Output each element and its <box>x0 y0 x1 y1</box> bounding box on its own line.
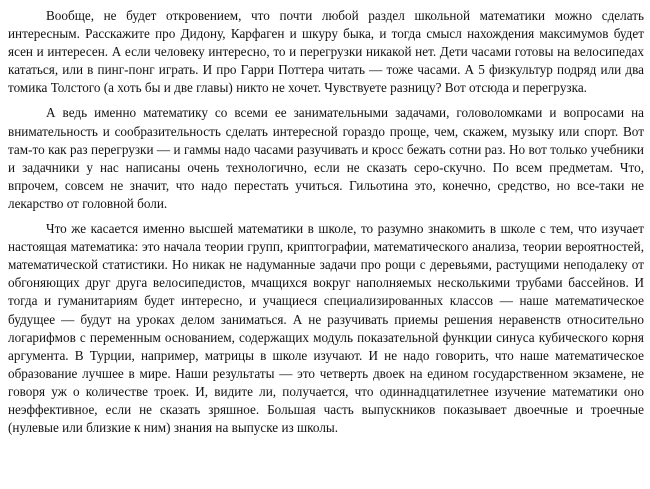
paragraph-2: А ведь именно математику со всеми ее занимательными задачами, головоломками и вопросами на внимательность и сообразительность сделать интересной гораздо проще, чем, скажем, музыку или спорт. Вот там-то как раз перегрузки — и гаммы надо часами разучивать и кросс бежать сотни раз. Но вот только учебники и задачники у нас написаны очень технологично, если не сказать серо-скучно. По всем предметам. Что, впрочем, совсем не значит, что надо перестать учиться. Гильотина это, конечно, средство, но все-таки не лекарство от головной боли. <box>8 105 644 211</box>
paragraph-1: Вообще, не будет откровением, что почти любой раздел школьной математики можно сделать интересным. Расскажите про Дидону, Карфаген и шкуру быка, и тогда смысл нахождения максимумов будет ясен и интересен. А если человеку интересно, то и перегрузки никакой нет. Дети часами готовы на велосипедах кататься, или в пинг-понг играть. И про Гарри Поттера читать — тоже часами. А 5 физкультур подряд или два томика Толстого (а хоть бы и две главы) никто не хочет. Чувствуете разницу? Вот отсюда и перегрузка. <box>8 8 644 96</box>
paragraph-3: Что же касается именно высшей математики в школе, то разумно знакомить в школе с тем, что изучает настоящая математика: это начала теории групп, криптографии, математического анализа, теории вероятностей, математической статистики. Но никак не надуманные задачи про рощи с деревьями, растущими неподалеку от обгоняющих друг друга велосипедистов, мчащихся вокруг наполняемых несколькими трубами бассейнов. И тогда и гуманитариям будет интересно, и учащиеся специализированных классов — наше математическое будущее — будут на уроках делом заниматься. А не разучивать приемы решения неравенств относительно логарифмов с переменным основанием, содержащих модуль показательной функции синуса кубического корня аргумента. В Турции, например, матрицы в школе изучают. И не надо говорить, что наше математическое образование лучшее в мире. Наши результаты — это четверть двоек на едином государственном экзамене, не говоря уж о количестве троек. И, видите ли, получается, что одиннадцатилетнее изучение математики оно неэффективное, если не сказать зряшное. Большая часть выпускников показывает двоечные и троечные (нулевые или близкие к ним) знания на выпуске из школы. <box>8 221 644 436</box>
